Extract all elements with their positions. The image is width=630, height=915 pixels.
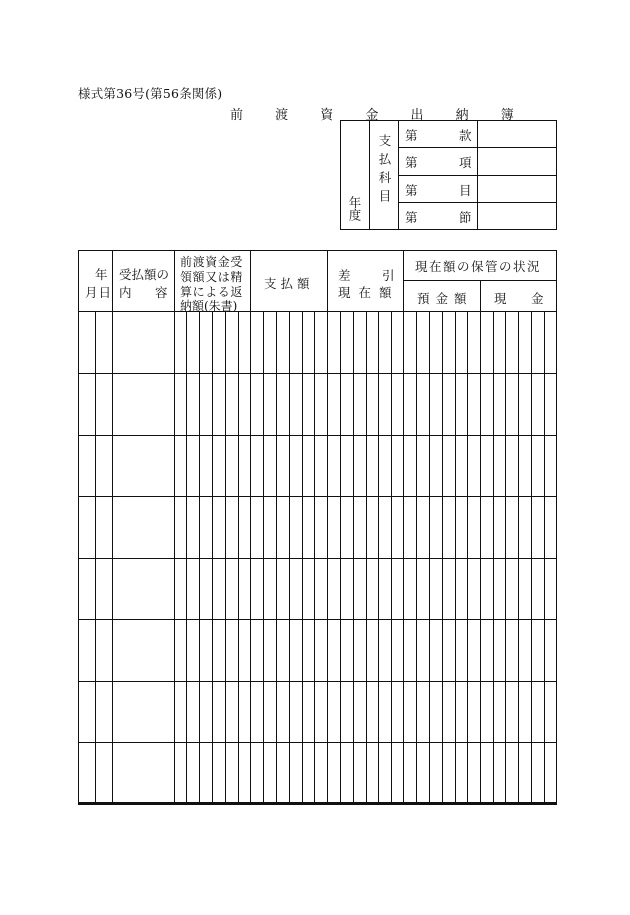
ledger-cell-deposit[interactable]	[404, 313, 480, 373]
ledger-cell-description[interactable]	[113, 374, 174, 434]
row-setsu-unit: 節	[459, 210, 472, 225]
ledger-cell-balance[interactable]	[328, 743, 403, 803]
ledger-cell-payment[interactable]	[251, 559, 327, 619]
fiscal-year-label: 年度	[347, 196, 362, 221]
header-payment: 支 払 額	[264, 276, 310, 291]
ledger-cell-payment[interactable]	[251, 313, 327, 373]
ledger-cell-advance[interactable]	[175, 374, 250, 434]
ledger-cell-deposit[interactable]	[404, 682, 480, 742]
ledger-cell-balance[interactable]	[328, 374, 403, 434]
payment-subject-label: 支払科目	[377, 134, 392, 208]
header-date-month-day: 月日	[85, 285, 113, 300]
ledger-cell-date[interactable]	[79, 620, 112, 680]
header-cash-a: 現	[494, 291, 507, 306]
ledger-cell-cash[interactable]	[481, 620, 556, 680]
header-date-year: 年	[95, 267, 108, 282]
ledger-cell-cash[interactable]	[481, 743, 556, 803]
row-moku-prefix: 第	[405, 183, 418, 198]
header-advance-line4: 納額(朱書)	[180, 299, 238, 313]
ledger-cell-description[interactable]	[113, 559, 174, 619]
ledger-cell-advance[interactable]	[175, 743, 250, 803]
row-setsu-prefix: 第	[405, 210, 418, 225]
ledger-cell-cash[interactable]	[481, 313, 556, 373]
ledger-cell-description[interactable]	[113, 743, 174, 803]
form-number: 様式第36号(第56条関係)	[78, 86, 223, 101]
ledger-cell-cash[interactable]	[481, 497, 556, 557]
header-cash-b: 金	[531, 291, 544, 306]
ledger-cell-description[interactable]	[113, 497, 174, 557]
ledger-cell-description[interactable]	[113, 436, 174, 496]
ledger-cell-balance[interactable]	[328, 620, 403, 680]
ledger-cell-cash[interactable]	[481, 374, 556, 434]
account-box-lines	[341, 121, 557, 230]
ledger-cell-date[interactable]	[79, 313, 112, 373]
header-description-line2a: 内	[119, 285, 132, 300]
ledger-cell-cash[interactable]	[481, 682, 556, 742]
ledger-cell-balance[interactable]	[328, 436, 403, 496]
ledger-cell-advance[interactable]	[175, 682, 250, 742]
ledger-cell-deposit[interactable]	[404, 436, 480, 496]
page-title: 前 渡 資 金 出 納 簿	[230, 108, 528, 123]
ledger-cell-balance[interactable]	[328, 497, 403, 557]
ledger-cell-payment[interactable]	[251, 497, 327, 557]
ledger-cell-deposit[interactable]	[404, 559, 480, 619]
ledger-cell-deposit[interactable]	[404, 620, 480, 680]
header-advance-line2: 領額又は精	[180, 270, 244, 284]
ledger-cell-date[interactable]	[79, 743, 112, 803]
ledger-cell-date[interactable]	[79, 436, 112, 496]
header-advance-line3: 算による返	[180, 285, 244, 299]
row-kou-unit: 項	[459, 155, 472, 170]
row-moku-unit: 目	[459, 183, 472, 198]
ledger-cell-description[interactable]	[113, 682, 174, 742]
ledger-cell-balance[interactable]	[328, 682, 403, 742]
ledger-cell-description[interactable]	[113, 313, 174, 373]
ledger-cell-cash[interactable]	[481, 436, 556, 496]
header-description-line1: 受払額の	[119, 267, 170, 282]
ledger-cell-date[interactable]	[79, 559, 112, 619]
ledger-cell-advance[interactable]	[175, 559, 250, 619]
ledger-cell-cash[interactable]	[481, 559, 556, 619]
header-description-line2b: 容	[155, 285, 168, 300]
ledger-cell-date[interactable]	[79, 497, 112, 557]
ledger-cell-date[interactable]	[79, 374, 112, 434]
ledger-cell-deposit[interactable]	[404, 743, 480, 803]
header-deposit: 預 金 額	[417, 291, 468, 306]
header-custody: 現在額の保管の状況	[415, 259, 542, 274]
ledger-cell-payment[interactable]	[251, 743, 327, 803]
ledger-cell-payment[interactable]	[251, 620, 327, 680]
ledger-cell-advance[interactable]	[175, 497, 250, 557]
ledger-cell-advance[interactable]	[175, 436, 250, 496]
row-kou-prefix: 第	[405, 155, 418, 170]
ledger-cell-deposit[interactable]	[404, 374, 480, 434]
ledger-cell-payment[interactable]	[251, 682, 327, 742]
header-advance-line1: 前渡資金受	[180, 255, 244, 269]
ledger-cell-description[interactable]	[113, 620, 174, 680]
ledger-cell-payment[interactable]	[251, 374, 327, 434]
ledger-cell-deposit[interactable]	[404, 497, 480, 557]
ledger-cell-balance[interactable]	[328, 313, 403, 373]
row-kan-unit: 款	[459, 128, 472, 143]
ledger-cell-advance[interactable]	[175, 620, 250, 680]
ledger-cell-balance[interactable]	[328, 559, 403, 619]
header-balance-line1b: 引	[382, 268, 395, 283]
header-balance-line2: 現 在 額	[338, 285, 394, 300]
ledger-cell-advance[interactable]	[175, 313, 250, 373]
header-balance-line1a: 差	[338, 268, 351, 283]
ledger-cell-payment[interactable]	[251, 436, 327, 496]
row-kan-prefix: 第	[405, 128, 418, 143]
ledger-cell-date[interactable]	[79, 682, 112, 742]
